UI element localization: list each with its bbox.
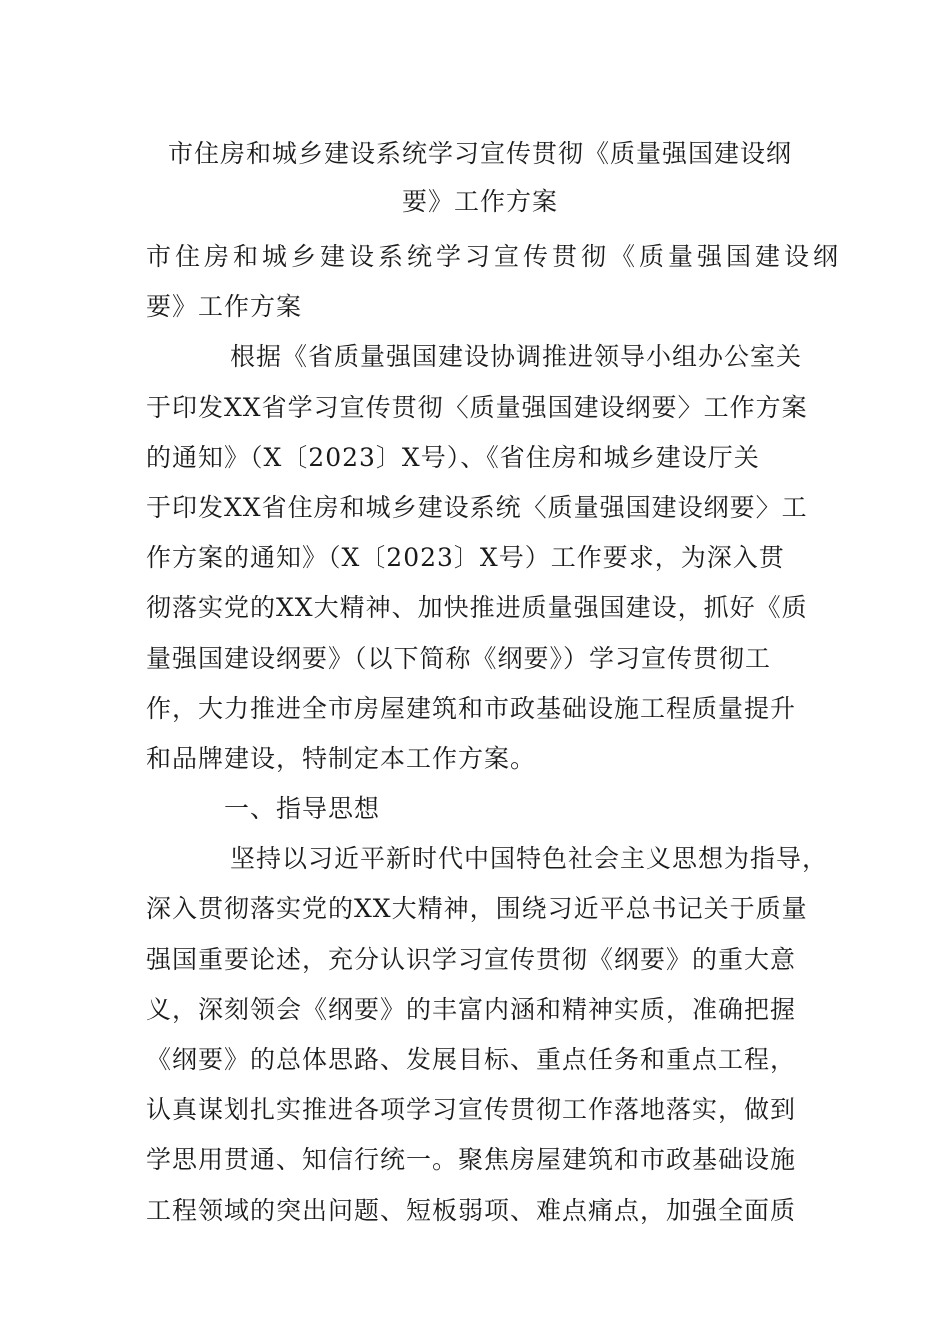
paragraph-2-line-7: 学思用贯通、知信行统一。聚焦房屋建筑和市政基础设施 [146, 1145, 797, 1175]
paragraph-2-line-2: 深入贯彻落实党的XX大精神，围绕习近平总书记关于质量 [146, 894, 808, 924]
subtitle-line-1: 市住房和城乡建设系统学习宣传贯彻《质量强国建设纲 [146, 242, 843, 271]
document-title-line-1: 市住房和城乡建设系统学习宣传贯彻《质量强国建设纲 [167, 139, 792, 168]
paragraph-1-line-9: 和品牌建设，特制定本工作方案。 [146, 743, 537, 773]
section-1-heading: 一、指导思想 [224, 794, 381, 824]
paragraph-1-line-6: 彻落实党的XX大精神、加快推进质量强国建设，抓好《质 [146, 593, 808, 623]
paragraph-2-line-1: 坚持以习近平新时代中国特色社会主义思想为指导， [230, 844, 829, 874]
paragraph-1-line-7: 量强国建设纲要》（以下简称《纲要》）学习宣传贯彻工 [146, 643, 772, 673]
paragraph-1-line-2: 于印发XX省学习宣传贯彻〈质量强国建设纲要〉工作方案 [146, 392, 808, 422]
document-title-line-2: 要》工作方案 [401, 187, 558, 216]
paragraph-2-line-5: 《纲要》的总体思路、发展目标、重点任务和重点工程， [146, 1045, 797, 1074]
paragraph-1-line-1: 根据《省质量强国建设协调推进领导小组办公室关 [230, 342, 803, 372]
paragraph-1-line-3: 的通知》（X〔2023〕X号）、《省住房和城乡建设厅关 [146, 442, 760, 472]
document-body [146, 232, 846, 1236]
paragraph-2-line-6: 认真谋划扎实推进各项学习宣传贯彻工作落地落实，做到 [146, 1095, 797, 1125]
paragraph-2-line-8: 工程领域的突出问题、短板弱项、难点痛点，加强全面质 [146, 1195, 797, 1225]
paragraph-1-line-8: 作，大力推进全市房屋建筑和市政基础设施工程质量提升 [146, 693, 797, 723]
subtitle-line-2: 要》工作方案 [146, 292, 303, 322]
paragraph-2-line-3: 强国重要论述，充分认识学习宣传贯彻《纲要》的重大意 [146, 944, 797, 974]
paragraph-1-line-4: 于印发XX省住房和城乡建设系统〈质量强国建设纲要〉工 [146, 492, 808, 522]
paragraph-2-line-4: 义，深刻领会《纲要》的丰富内涵和精神实质，准确把握 [146, 994, 797, 1024]
paragraph-1-line-5: 作方案的通知》（X〔2023〕X号）工作要求，为深入贯 [146, 543, 785, 573]
